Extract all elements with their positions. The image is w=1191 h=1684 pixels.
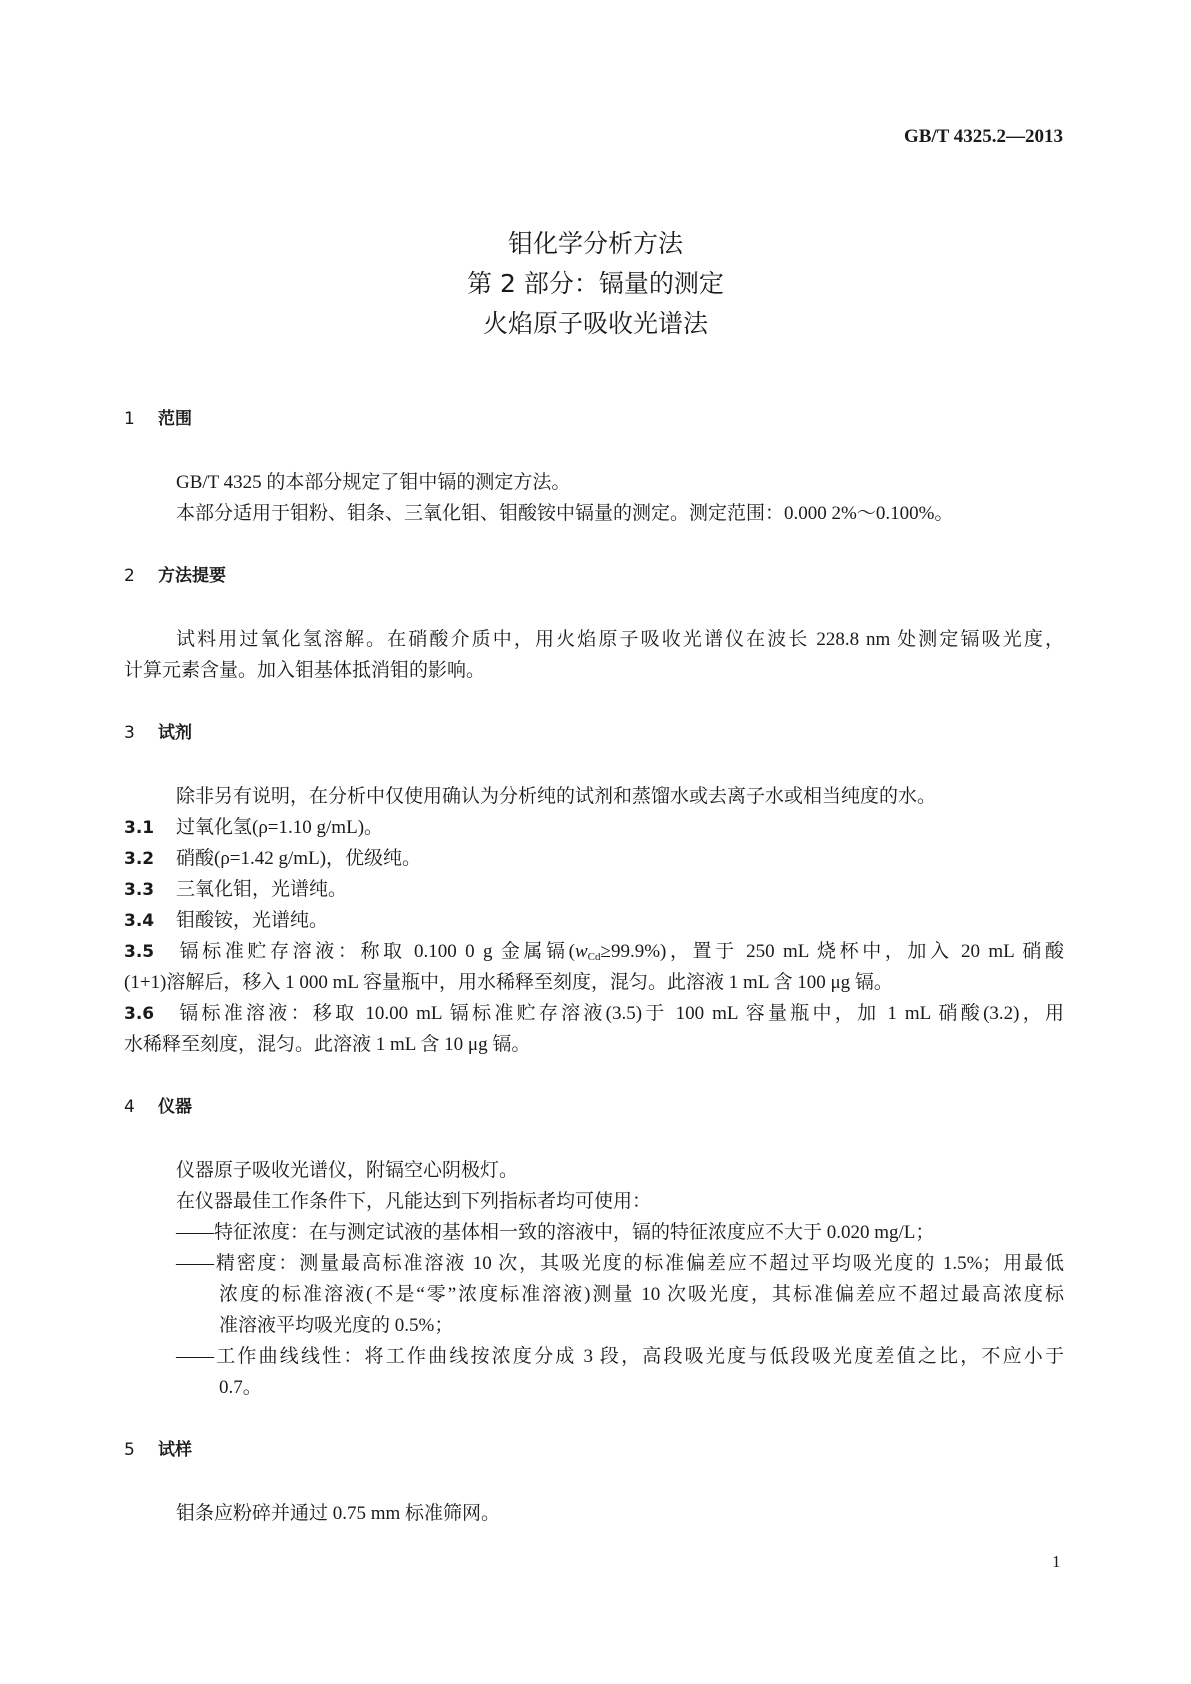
bullet-continuation: 准溶液平均吸光度的 0.5%； xyxy=(219,1315,454,1336)
item-text: 过氧化氢(ρ=1.10 g/mL)。 xyxy=(176,817,384,838)
item-text: 三氧化钼，光谱纯。 xyxy=(176,879,348,900)
section-1-heading xyxy=(124,404,1064,434)
item-text: 钼酸铵，光谱纯。 xyxy=(176,910,329,931)
section-5-heading xyxy=(124,1435,1064,1465)
title-line-3: 火焰原子吸收光谱法 xyxy=(482,309,708,338)
item-text: 镉标准溶液：移取 10.00 mL 镉标准贮存溶液(3.5)于 100 mL 容量瓶中，加 1 mL 硝酸(3.2)，用 xyxy=(176,1003,1064,1024)
item-number: 3.5 xyxy=(124,942,155,962)
bullet-item: ——特征浓度：在与测定试液的基体相一致的溶液中，镉的特征浓度应不大于 0.020 mg/L； xyxy=(176,1222,935,1243)
mass-fraction-symbol: w xyxy=(574,941,588,962)
standard-number: GB/T 4325.2—2013 xyxy=(903,126,1063,147)
section-title: 试剂 xyxy=(158,723,192,743)
item-number: 3.3 xyxy=(124,880,155,900)
section-3-heading xyxy=(124,718,1064,748)
title-line-2: 第 2 部分：镉量的测定 xyxy=(467,269,724,298)
paragraph: 仪器原子吸收光谱仪，附镉空心阴极灯。 xyxy=(176,1160,519,1181)
paragraph: 除非另有说明，在分析中仅使用确认为分析纯的试剂和蒸馏水或去离子水或相当纯度的水。 xyxy=(176,786,937,807)
paragraph-line: (1+1)溶解后，移入 1 000 mL 容量瓶中，用水稀释至刻度，混匀。此溶液 1 mL 含 100 μg 镉。 xyxy=(124,972,893,993)
paragraph: 在仪器最佳工作条件下，凡能达到下列指标者均可使用： xyxy=(176,1191,652,1212)
paragraph: 钼条应粉碎并通过 0.75 mm 标准筛网。 xyxy=(176,1503,501,1524)
section-number: 1 xyxy=(124,409,135,429)
reagent-item xyxy=(124,874,1064,905)
reagent-item xyxy=(124,812,1064,843)
bullet-continuation: 浓度的标准溶液(不是“零”浓度标准溶液)测量 10 次吸光度，其标准偏差应不超过最高浓度标 xyxy=(219,1284,1064,1305)
paragraph-line: 水稀释至刻度，混匀。此溶液 1 mL 含 10 μg 镉。 xyxy=(124,1034,531,1055)
reagent-item xyxy=(124,843,1064,874)
item-number: 3.6 xyxy=(124,1004,155,1024)
section-title: 试样 xyxy=(158,1440,192,1460)
item-text: 硝酸(ρ=1.42 g/mL)，优级纯。 xyxy=(176,848,422,869)
bullet-continuation: 0.7。 xyxy=(219,1377,262,1398)
section-title: 范围 xyxy=(158,409,192,429)
page-number: 1 xyxy=(1052,1552,1061,1571)
reagent-item xyxy=(124,905,1064,936)
paragraph-line: 试料用过氧化氢溶解。在硝酸介质中，用火焰原子吸收光谱仪在波长 228.8 nm 处测定镉吸光度， xyxy=(176,629,1064,650)
section-number: 3 xyxy=(124,723,135,743)
document-body xyxy=(124,404,1064,1529)
section-2-heading xyxy=(124,561,1064,591)
paragraph-line: 计算元素含量。加入钼基体抵消钼的影响。 xyxy=(124,660,486,681)
paragraph: 本部分适用于钼粉、钼条、三氧化钼、钼酸铵中镉量的测定。测定范围：0.000 2%～0.100%。 xyxy=(176,503,954,524)
section-number: 2 xyxy=(124,566,135,586)
section-number: 5 xyxy=(124,1440,135,1460)
bullet-item: ——精密度：测量最高标准溶液 10 次，其吸光度的标准偏差应不超过平均吸光度的 1.5%；用最低 xyxy=(176,1253,1064,1274)
item-text: ≥99.9%)，置于 250 mL 烧杯中，加入 20 mL 硝酸 xyxy=(600,941,1064,962)
bullet-item: ——工作曲线线性：将工作曲线按浓度分成 3 段，高段吸光度与低段吸光度差值之比，不应小于 xyxy=(176,1346,1064,1367)
reagent-item xyxy=(124,998,1064,1029)
section-title: 方法提要 xyxy=(158,566,226,586)
item-text: 镉标准贮存溶液：称取 0.100 0 g 金属镉( xyxy=(176,941,575,962)
item-number: 3.4 xyxy=(124,911,155,931)
section-title: 仪器 xyxy=(158,1097,192,1117)
title-line-1: 钼化学分析方法 xyxy=(507,229,683,258)
section-4-heading xyxy=(124,1092,1064,1122)
item-number: 3.1 xyxy=(124,818,155,838)
paragraph: GB/T 4325 的本部分规定了钼中镉的测定方法。 xyxy=(176,472,571,493)
subscript: Cd xyxy=(587,951,601,963)
reagent-item xyxy=(124,936,1064,967)
section-number: 4 xyxy=(124,1097,135,1117)
document-title xyxy=(0,224,1191,344)
item-number: 3.2 xyxy=(124,849,155,869)
